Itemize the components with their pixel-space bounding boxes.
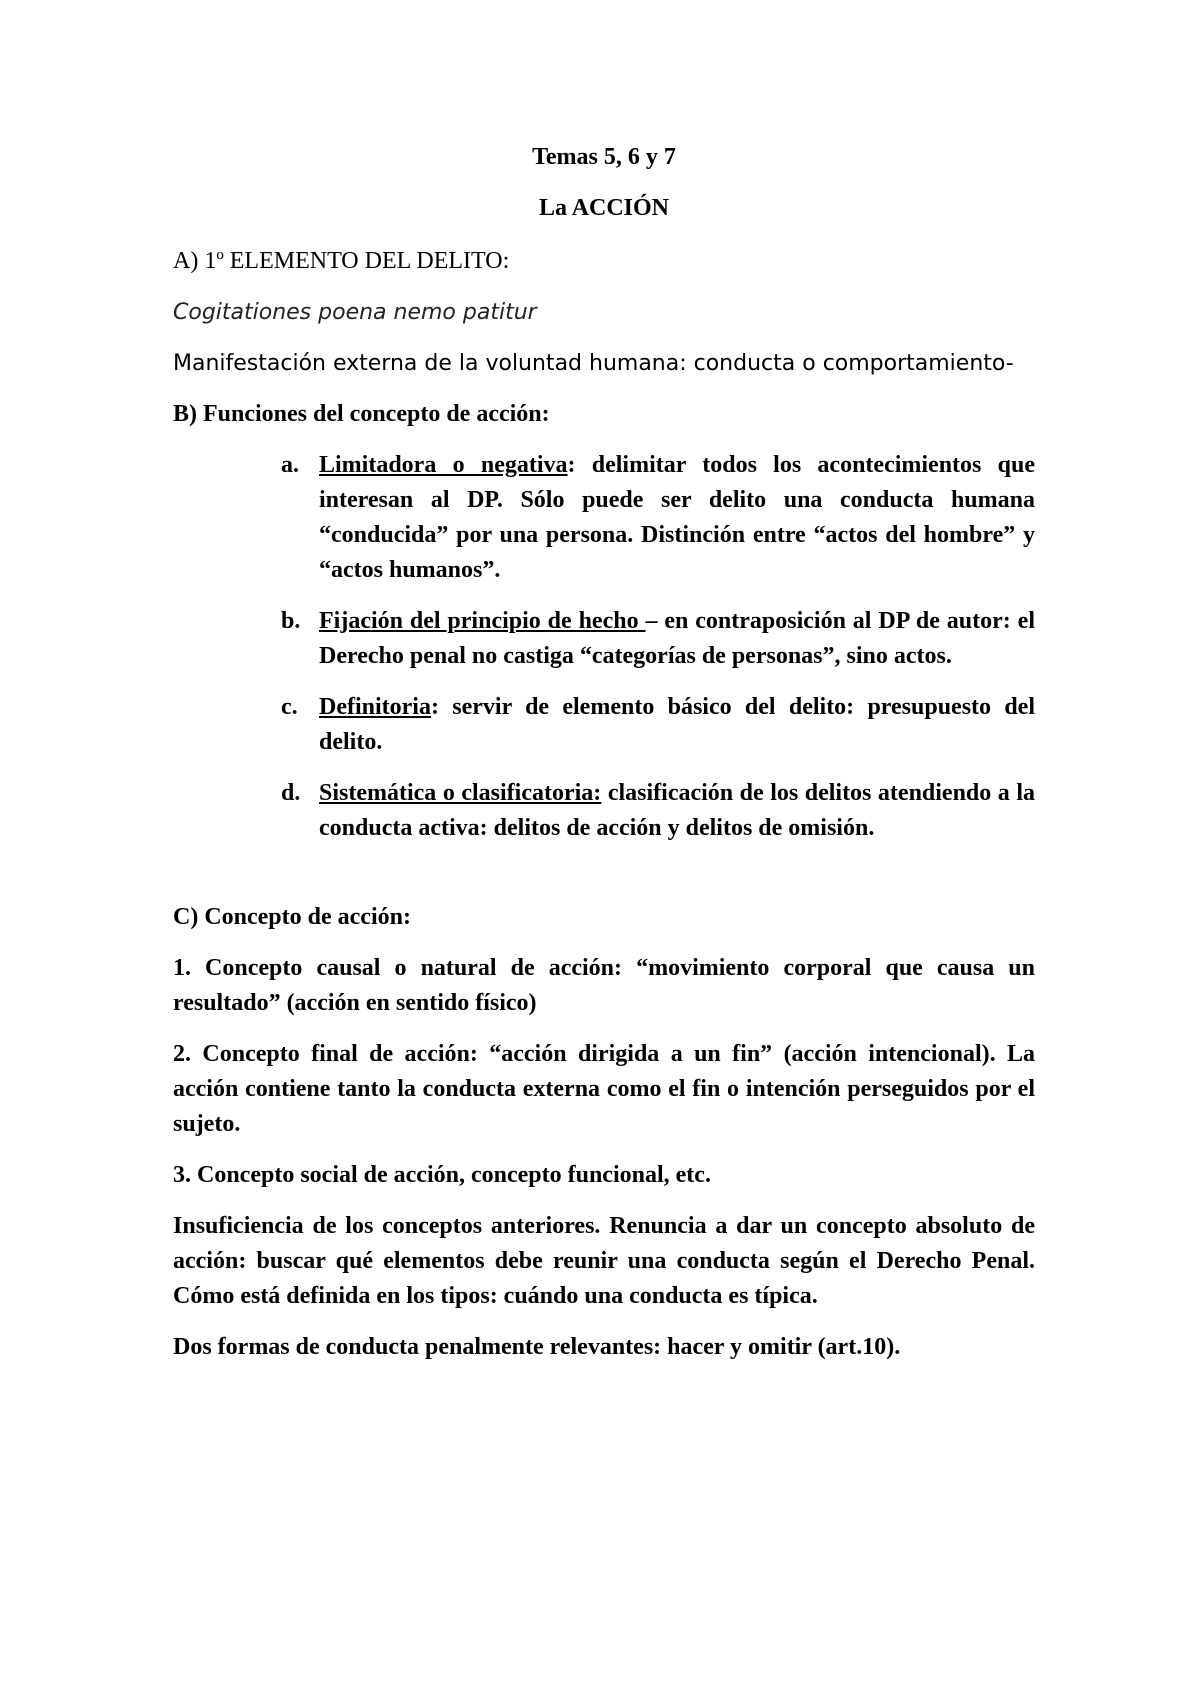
list-marker: c. — [281, 694, 298, 720]
concept-paragraph: Insuficiencia de los conceptos anteriores. Renuncia a dar un concepto absoluto de acción: buscar qué elementos debe reunir una conducta según el Derecho Penal. Cómo está definida en los tipos: cuándo una conducta es típica. — [173, 1213, 1035, 1309]
list-term: Sistemática o clasificatoria: — [319, 780, 602, 806]
list-item — [173, 604, 1035, 674]
document-title: Temas 5, 6 y 7 — [532, 144, 676, 170]
concept-paragraph: 3. Concepto social de acción, concepto funcional, etc. — [173, 1162, 711, 1188]
document-content — [173, 140, 1035, 1381]
concept-paragraph: 2. Concepto final de acción: “acción dirigida a un fin” (acción intencional). La acción contiene tanto la conducta externa como el fin o intención perseguidos por el sujeto. — [173, 1041, 1035, 1137]
functions-list — [173, 448, 1035, 846]
list-marker: b. — [281, 608, 301, 634]
section-c-heading: C) Concepto de acción: — [173, 904, 411, 930]
list-item — [173, 776, 1035, 846]
section-b-heading: B) Funciones del concepto de acción: — [173, 401, 550, 427]
section-a-text: Manifestación externa de la voluntad humana: conducta o comportamiento- — [173, 351, 1014, 376]
latin-maxim: Cogitationes poena nemo patitur — [173, 300, 537, 325]
list-term: Fijación del principio de hecho — [319, 608, 646, 634]
section-a-heading: A) 1º ELEMENTO DEL DELITO: — [173, 248, 510, 274]
list-term: Limitadora o negativa — [319, 452, 568, 478]
spacer — [173, 862, 1035, 900]
concept-paragraph: Dos formas de conducta penalmente relevantes: hacer y omitir (art.10). — [173, 1334, 901, 1360]
document-subtitle: La ACCIÓN — [538, 195, 670, 221]
list-term: Definitoria — [319, 694, 431, 720]
list-text: : servir de elemento básico del delito: presupuesto del delito. — [319, 694, 1035, 755]
list-marker: a. — [281, 452, 299, 478]
list-text: clasificación de los delitos atendiendo a la conducta activa: delitos de acción y delitos de omisión. — [319, 780, 1036, 841]
concept-paragraph: 1. Concepto causal o natural de acción: “movimiento corporal que causa un resultado” (acción en sentido físico) — [173, 955, 1035, 1016]
list-item — [173, 690, 1035, 760]
list-text: : delimitar todos los acontecimientos que interesan al DP. Sólo puede ser delito una conducta humana “conducida” por una persona. Distinción entre “actos del hombre” y “actos humanos”. — [319, 452, 1035, 583]
list-marker: d. — [281, 780, 301, 806]
list-text: – en contraposición al DP de autor: el Derecho penal no castiga “categorías de personas”, sino actos. — [319, 608, 1036, 669]
list-item — [173, 448, 1035, 588]
